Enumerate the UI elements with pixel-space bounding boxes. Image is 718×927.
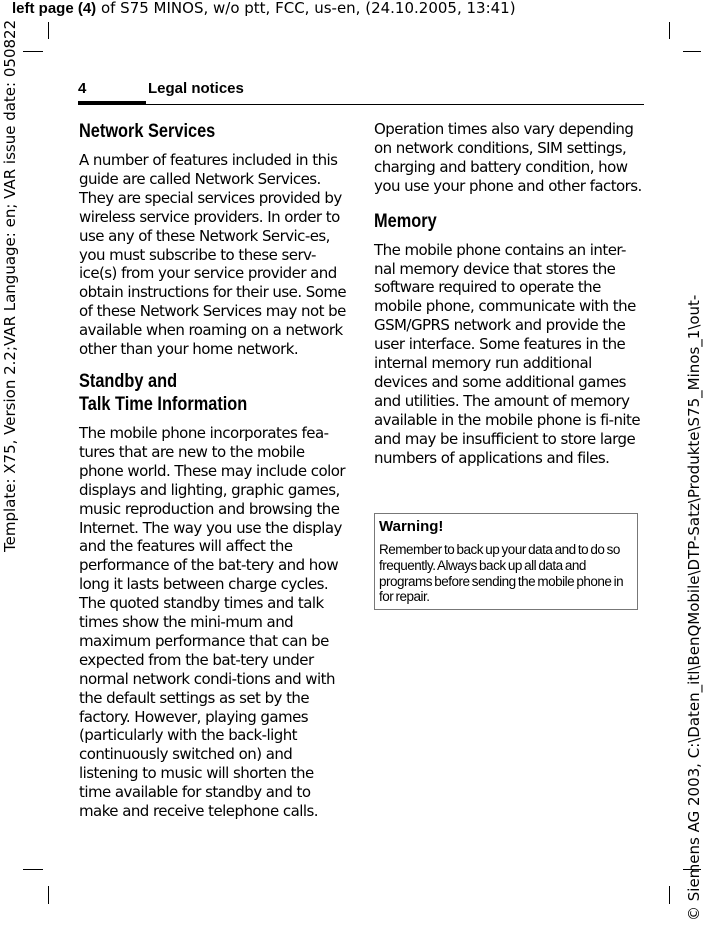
- page-number: 4: [78, 80, 87, 97]
- copyright-path-vertical: © Siemens AG 2003, C:\Daten_itl\BenQMobile\DTP-Satz\Produkte\S75_Minos_1\out-: [685, 294, 703, 921]
- memory-heading: Memory: [374, 210, 437, 232]
- running-head-title: Legal notices: [148, 80, 244, 97]
- standby-heading-line2: Talk Time Information: [79, 393, 248, 415]
- warning-box: [374, 513, 638, 610]
- crop-mark: [683, 51, 701, 52]
- crop-mark: [669, 886, 670, 904]
- crop-mark: [23, 51, 43, 52]
- crop-mark: [48, 22, 49, 39]
- crop-mark: [48, 886, 49, 904]
- page-meta-line: [12, 0, 516, 18]
- warning-title: Warning!: [379, 518, 444, 535]
- header-rule: [78, 104, 644, 105]
- template-info-vertical: Template: X75, Version 2.2;VAR Language: en; VAR issue date: 050822: [1, 19, 19, 552]
- network-services-text: A number of features included in this guide are called Network Services. They are special services provided by wireless service providers. In order to use any of these Network Servic-es, you must subscribe to these serv-ice(s) from your service provider and obtain instructions for their use. Some of these Network Services may not be available when roaming on a network other than your home network.: [79, 151, 347, 359]
- warning-text: Remember to back up your data and to do so frequently. Always back up all data and programs before sending the mobile phone in for repair.: [379, 542, 624, 605]
- memory-text: The mobile phone contains an inter-nal memory device that stores the software required to operate the mobile phone, communicate with the GSM/GPRS network and provide the user interface. Some features in the internal memory run additional devices and some additional games and utilities. The amount of memory available in the mobile phone is fi-nite and may be insufficient to store large numbers of applications and files.: [374, 240, 641, 467]
- crop-mark: [23, 869, 43, 870]
- standby-heading-line1: Standby and: [79, 370, 178, 392]
- crop-mark: [669, 22, 670, 39]
- operation-times-text: Operation times also vary depending on network conditions, SIM settings, charging and battery condition, how you use your phone and other factors.: [374, 120, 642, 195]
- network-services-heading: Network Services: [79, 121, 216, 142]
- page-meta-info: of S75 MINOS, w/o ptt, FCC, us-en, (24.10.2005, 13:41): [96, 0, 516, 17]
- page-meta-label: left page (4): [12, 0, 97, 17]
- left-column: [79, 120, 349, 821]
- right-column: [374, 120, 642, 468]
- standby-text: The mobile phone incorporates fea-tures that are new to the mobile phone world. These may include color displays and lighting, graphic games, music reproduction and browsing the Internet. The way you use the display and the features will affect the performance of the bat-tery and how long it lasts between charge cycles. The quoted standby times and talk times show the mini-mum and maximum performance that can be expected from the bat-tery under normal network condi-tions and with the default settings as set by the factory. However, playing games (particularly with the back-light continuously switched on) and listening to music will shorten the time available for standby and to make and receive telephone calls.: [79, 423, 345, 821]
